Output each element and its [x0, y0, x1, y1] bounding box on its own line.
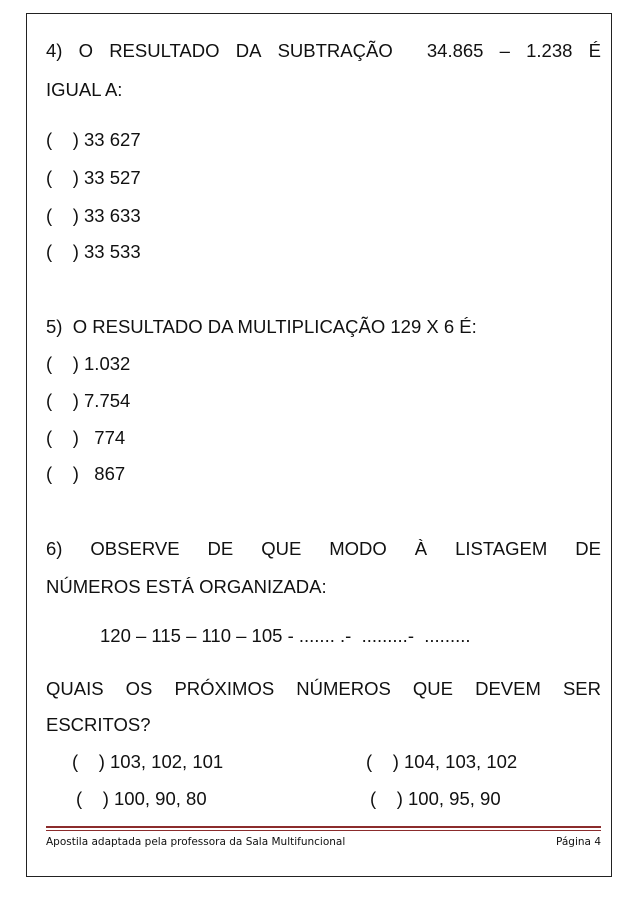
q6-option-b[interactable]: ( ) 104, 103, 102: [366, 751, 518, 772]
q4-option-b[interactable]: ( ) 33 527: [46, 167, 141, 188]
q5-option-c[interactable]: ( ) 774: [46, 427, 126, 448]
q4-word: 4): [46, 40, 63, 61]
q5-option-a[interactable]: ( ) 1.032: [46, 353, 131, 374]
q6-title-line1: [46, 538, 601, 560]
q4-title-line2: IGUAL A:: [46, 79, 123, 100]
q6-word: DE: [207, 538, 234, 559]
q4-option-c[interactable]: ( ) 33 633: [46, 205, 141, 226]
q6-word: MODO: [329, 538, 387, 559]
q6-question-line1: [46, 678, 601, 700]
q5-option-b[interactable]: ( ) 7.754: [46, 390, 131, 411]
footer-rule-thin: [46, 830, 601, 831]
q4-word: SUBTRAÇÃO: [277, 40, 393, 61]
footer-rule: [46, 826, 601, 828]
q6-title-line2: NÚMEROS ESTÁ ORGANIZADA:: [46, 576, 327, 597]
q4-option-d[interactable]: ( ) 33 533: [46, 241, 141, 262]
q4-word: 34.865: [426, 40, 484, 61]
q6-option-a[interactable]: ( ) 103, 102, 101: [72, 751, 224, 772]
q6-option-d[interactable]: ( ) 100, 95, 90: [370, 788, 501, 809]
q6-question-word: PRÓXIMOS: [174, 678, 275, 699]
q6-option-c[interactable]: ( ) 100, 90, 80: [76, 788, 207, 809]
q6-question-word: QUE: [412, 678, 453, 699]
q6-question-word: QUAIS: [46, 678, 104, 699]
q4-word: –: [499, 40, 510, 61]
q6-word: QUE: [261, 538, 302, 559]
q4-word: O: [78, 40, 94, 61]
q5-title: 5) O RESULTADO DA MULTIPLICAÇÃO 129 X 6 É:: [46, 316, 477, 337]
q6-question-word: SER: [562, 678, 601, 699]
q6-question-word: OS: [125, 678, 153, 699]
number-sequence: 120 – 115 – 110 – 105 - ....... .- .........- .........: [100, 625, 471, 646]
footer-text: Apostila adaptada pela professora da Sala Multifuncional: [46, 836, 346, 848]
page-number: Página 4: [556, 836, 601, 848]
q6-word: DE: [575, 538, 601, 559]
q6-word: 6): [46, 538, 63, 559]
q6-question-word: NÚMEROS: [296, 678, 391, 699]
q4-title-line1: [46, 40, 601, 62]
q6-question-word: DEVEM: [475, 678, 541, 699]
q6-word: OBSERVE: [90, 538, 180, 559]
q4-word: DA: [235, 40, 262, 61]
q4-word: 1.238: [526, 40, 573, 61]
q6-word: À: [414, 538, 428, 559]
q6-question-line2: ESCRITOS?: [46, 714, 151, 735]
q4-word: É: [588, 40, 601, 61]
q5-option-d[interactable]: ( ) 867: [46, 463, 126, 484]
q4-option-a[interactable]: ( ) 33 627: [46, 129, 141, 150]
q4-word: RESULTADO: [109, 40, 220, 61]
q6-word: LISTAGEM: [455, 538, 548, 559]
